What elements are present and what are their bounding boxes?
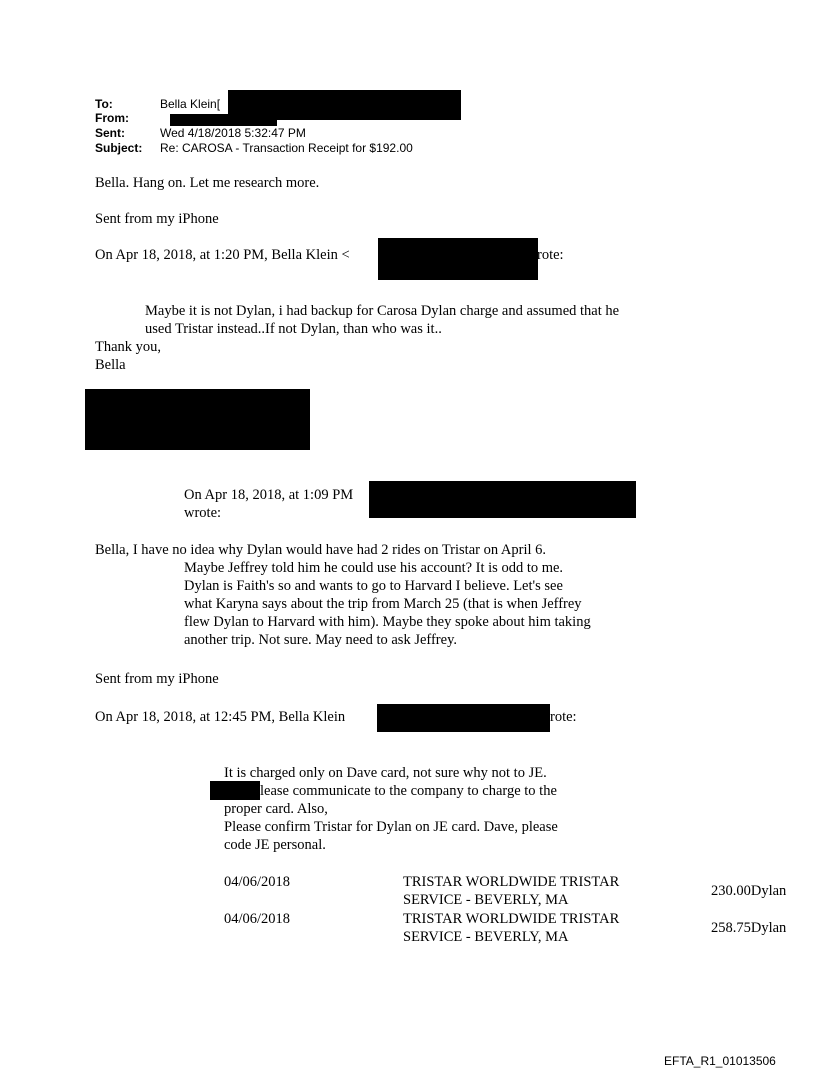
quote-text: code JE personal. bbox=[224, 837, 326, 853]
transaction-date: 04/06/2018 bbox=[224, 911, 291, 927]
transaction-description: SERVICE - BEVERLY, MA bbox=[403, 929, 569, 945]
quote-header: On Apr 18, 2018, at 1:09 PM bbox=[184, 487, 354, 503]
quote-text: Please confirm Tristar for Dylan on JE card. Dave, please bbox=[224, 819, 558, 835]
document-id: EFTA_R1_01013506 bbox=[664, 1054, 776, 1068]
redaction-box bbox=[85, 389, 310, 450]
redaction-box bbox=[378, 238, 538, 280]
quote-text: used Tristar instead..If not Dylan, than who was it.. bbox=[145, 321, 442, 337]
signature-line: Sent from my iPhone bbox=[95, 211, 219, 227]
redaction-box bbox=[210, 781, 260, 800]
quote-text: what Karyna says about the trip from March 25 (that is when Jeffrey bbox=[184, 596, 582, 612]
transaction-date: 04/06/2018 bbox=[224, 874, 291, 890]
quote-text: Maybe it is not Dylan, i had backup for Carosa Dylan charge and assumed that he bbox=[145, 303, 620, 319]
quote-header-end: rote: bbox=[537, 247, 564, 263]
sent-value: Wed 4/18/2018 5:32:47 PM bbox=[160, 126, 306, 140]
quote-text: proper card. Also, bbox=[224, 801, 328, 817]
to-value: Bella Klein[ bbox=[160, 97, 221, 111]
quote-header-end: wrote: bbox=[184, 505, 222, 521]
signature-line: Sent from my iPhone bbox=[95, 671, 219, 687]
quote-text: Maybe Jeffrey told him he could use his account? It is odd to me. bbox=[184, 560, 564, 576]
quote-header: On Apr 18, 2018, at 1:20 PM, Bella Klein < bbox=[95, 247, 350, 263]
reply-line: Bella. Hang on. Let me research more. bbox=[95, 175, 320, 191]
quote-header-end: rote: bbox=[550, 709, 577, 725]
sent-label: Sent: bbox=[95, 126, 125, 140]
quote-text: Bella bbox=[95, 357, 126, 373]
quote-text: It is charged only on Dave card, not sure why not to JE. bbox=[224, 765, 547, 781]
quote-text: Dylan is Faith's so and wants to go to Harvard I believe. Let's see bbox=[184, 578, 563, 594]
quote-text: Thank you, bbox=[95, 339, 162, 355]
quote-text: another trip. Not sure. May need to ask Jeffrey. bbox=[184, 632, 458, 648]
quote-text: flew Dylan to Harvard with him). Maybe they spoke about him taking bbox=[184, 614, 591, 630]
transaction-description: TRISTAR WORLDWIDE TRISTAR bbox=[403, 874, 620, 890]
quote-text: lease communicate to the company to charge to the bbox=[260, 783, 557, 799]
redaction-box bbox=[377, 704, 550, 732]
quote-header: On Apr 18, 2018, at 12:45 PM, Bella Klein bbox=[95, 709, 346, 725]
transaction-description: TRISTAR WORLDWIDE TRISTAR bbox=[403, 911, 620, 927]
transaction-amount: 258.75Dylan bbox=[711, 920, 787, 936]
from-label: From: bbox=[95, 111, 129, 125]
subject-label: Subject: bbox=[95, 141, 143, 155]
redaction-box bbox=[170, 114, 277, 126]
transaction-description: SERVICE - BEVERLY, MA bbox=[403, 892, 569, 908]
subject-value: Re: CAROSA - Transaction Receipt for $192.00 bbox=[160, 141, 413, 155]
redaction-box bbox=[369, 481, 636, 518]
quote-text: Bella, I have no idea why Dylan would have had 2 rides on Tristar on April 6. bbox=[95, 542, 547, 558]
to-label: To: bbox=[95, 97, 113, 111]
transaction-amount: 230.00Dylan bbox=[711, 883, 787, 899]
